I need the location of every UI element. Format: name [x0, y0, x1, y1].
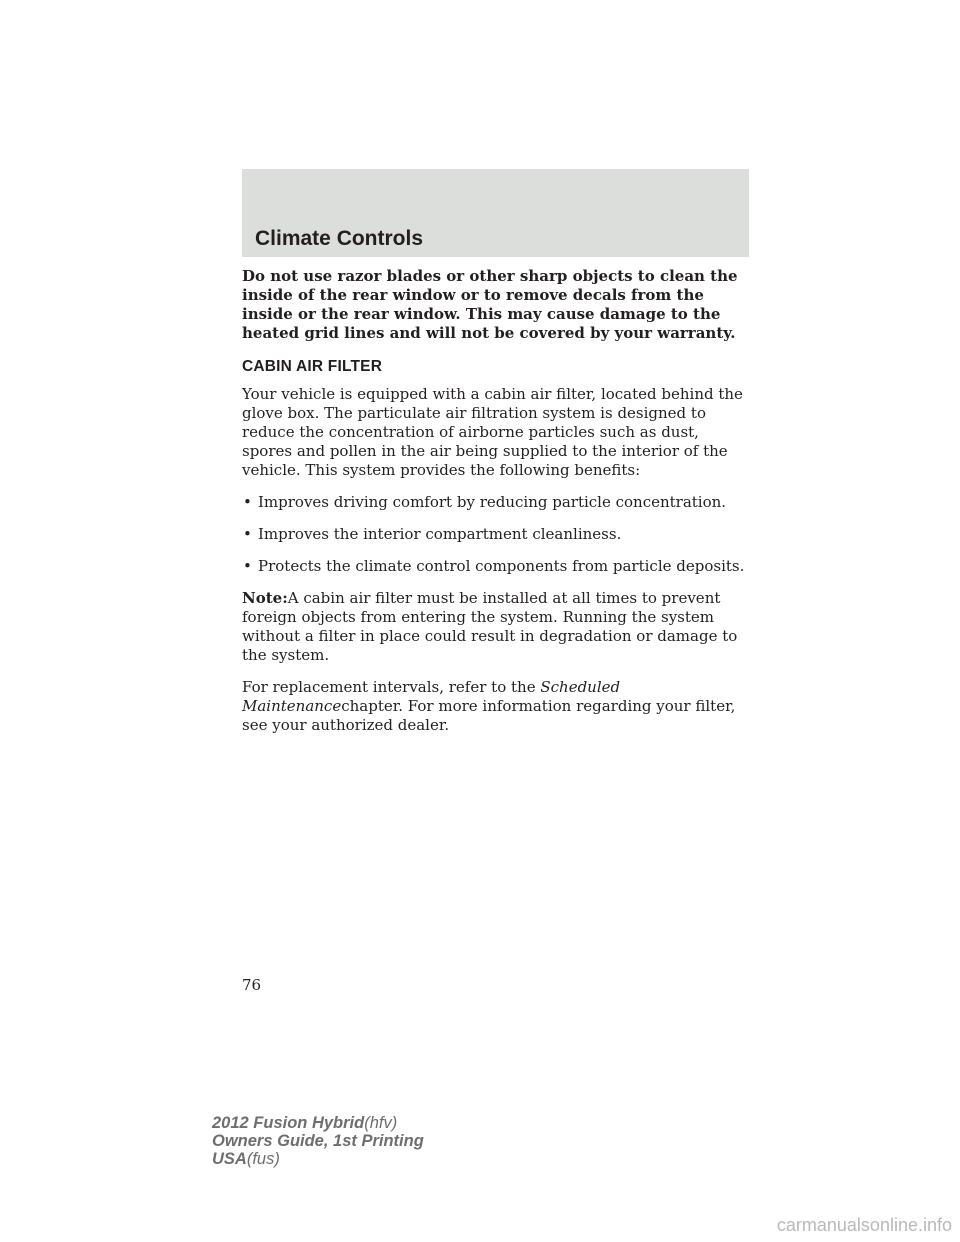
footer-line-1 — [212, 1114, 424, 1132]
footer-line-2: Owners Guide, 1st Printing — [212, 1132, 424, 1150]
list-item-text: Improves driving comfort by reducing particle concentration. — [258, 493, 727, 511]
section-header-band — [242, 169, 749, 257]
list-item-text: Improves the interior compartment cleanliness. — [258, 525, 622, 543]
footer-region-code: (fus) — [246, 1150, 280, 1168]
replacement-suffix: chapter. For more information regarding your filter, see your authorized dealer. — [242, 697, 736, 734]
list-item — [242, 557, 750, 576]
footer-model-code: (hfv) — [364, 1114, 398, 1132]
cabin-air-filter-heading: CABIN AIR FILTER — [242, 358, 383, 375]
bullet-icon: • — [243, 557, 252, 575]
footer-line-3 — [212, 1150, 424, 1168]
footer-model: 2012 Fusion Hybrid — [212, 1114, 365, 1132]
list-item-text: Protects the climate control components from particle deposits. — [258, 557, 745, 575]
list-item — [242, 525, 750, 544]
benefits-list — [242, 493, 750, 576]
list-item — [242, 493, 750, 512]
watermark: carmanualsonline.info — [776, 1215, 952, 1235]
warning-paragraph: Do not use razor blades or other sharp objects to clean the inside of the rear window or to remove decals from the inside or the rear window. This may cause damage to the heated grid lines and will not be covered by your warranty. — [242, 267, 738, 342]
note-label: Note: — [242, 589, 288, 607]
intro-paragraph: Your vehicle is equipped with a cabin air filter, located behind the glove box. The particulate air filtration system is designed to reduce the concentration of airborne particles such as dust, spores and pollen in the air being supplied to the interior of the vehicle. This system provides the following benefits: — [242, 385, 743, 479]
bullet-icon: • — [243, 525, 252, 543]
section-title: Climate Controls — [255, 227, 424, 250]
document-footer — [212, 1114, 424, 1168]
scheduled-maintenance-reference: Scheduled Maintenance — [242, 678, 621, 715]
replacement-prefix: For replacement intervals, refer to the — [242, 678, 536, 696]
page-content — [242, 267, 750, 748]
bullet-icon: • — [243, 493, 252, 511]
note-text: A cabin air filter must be installed at all times to prevent foreign objects from entering the system. Running the system without a filter in place could result in degradation or damage to the system. — [242, 589, 738, 664]
page-number: 76 — [242, 976, 262, 994]
note-paragraph — [242, 589, 750, 665]
footer-region: USA — [212, 1150, 247, 1168]
replacement-paragraph — [242, 678, 750, 735]
